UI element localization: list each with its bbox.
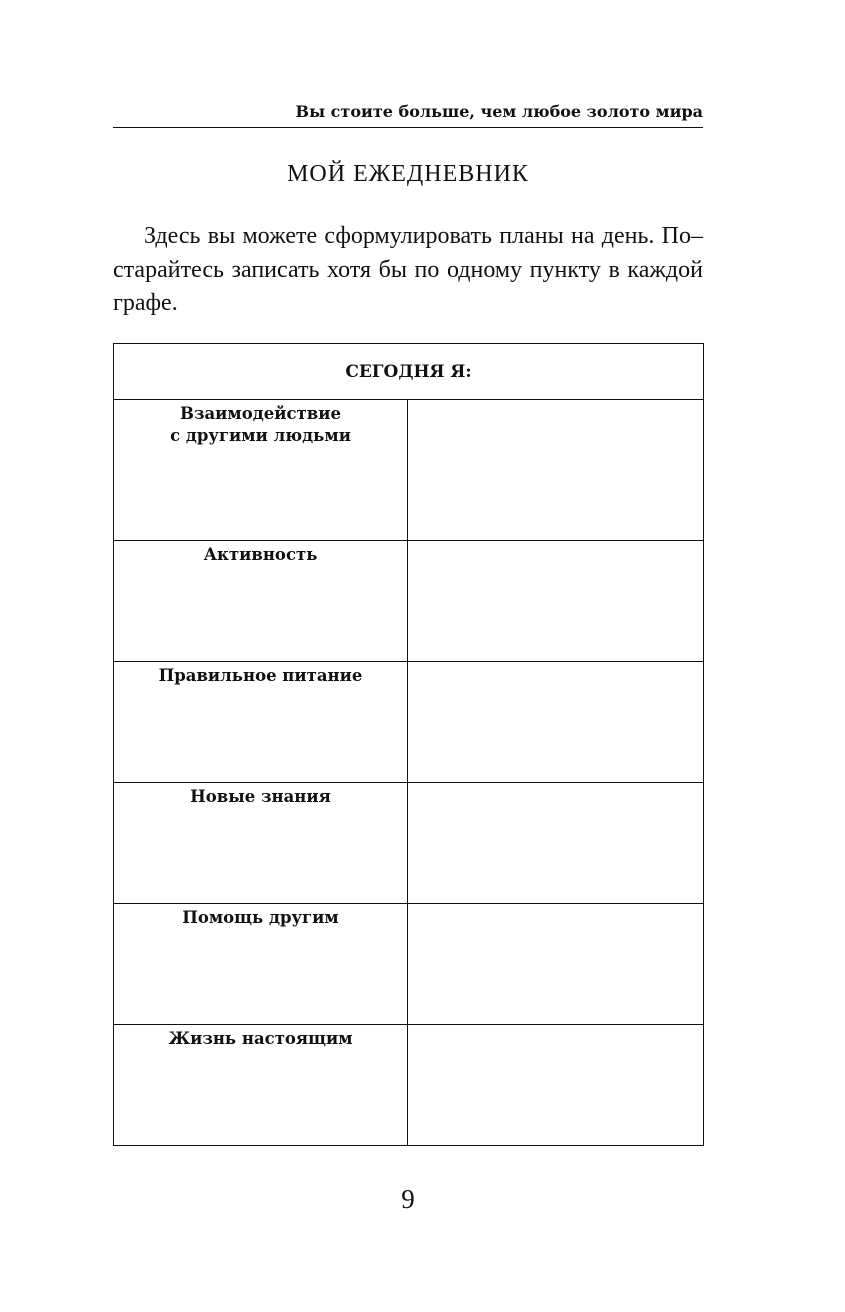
row-entry-activity[interactable]	[408, 541, 704, 662]
planner-header-row	[114, 344, 704, 400]
intro-line: старайтесь записать хотя бы по одному пункту в каждой	[113, 256, 703, 283]
row-label-present	[114, 1025, 408, 1146]
row-label-line: Жизнь настоящим	[168, 1029, 353, 1048]
row-entry-helping[interactable]	[408, 904, 704, 1025]
table-row	[114, 904, 704, 1025]
row-entry-present[interactable]	[408, 1025, 704, 1146]
row-label-helping	[114, 904, 408, 1025]
table-row	[114, 1025, 704, 1146]
table-row	[114, 400, 704, 541]
row-entry-nutrition[interactable]	[408, 662, 704, 783]
table-row	[114, 662, 704, 783]
row-label-line: Активность	[203, 545, 318, 564]
row-label-activity	[114, 541, 408, 662]
table-row	[114, 541, 704, 662]
header-rule	[113, 127, 703, 128]
row-label-knowledge	[114, 783, 408, 904]
row-label-nutrition	[114, 662, 408, 783]
row-label-line: Помощь другим	[182, 908, 339, 927]
intro-line: графе.	[113, 290, 178, 316]
table-row	[114, 783, 704, 904]
row-entry-knowledge[interactable]	[408, 783, 704, 904]
running-head: Вы стоите больше, чем любое золото мира	[295, 102, 703, 121]
row-entry-interaction[interactable]	[408, 400, 704, 541]
row-label-line: с другими людьми	[170, 426, 351, 445]
intro-line: Здесь вы можете сформулировать планы на день. По–	[144, 223, 703, 249]
row-label-line: Взаимодействие	[180, 404, 341, 423]
row-label-line: Правильное питание	[158, 666, 363, 685]
planner-header: СЕГОДНЯ Я:	[114, 344, 704, 400]
page-number: 9	[401, 1184, 415, 1214]
row-label-line: Новые знания	[190, 787, 331, 806]
planner-table	[113, 343, 704, 1146]
page-title: МОЙ ЕЖЕДНЕВНИК	[287, 161, 529, 187]
row-label-interaction	[114, 400, 408, 541]
intro-paragraph	[113, 220, 703, 321]
